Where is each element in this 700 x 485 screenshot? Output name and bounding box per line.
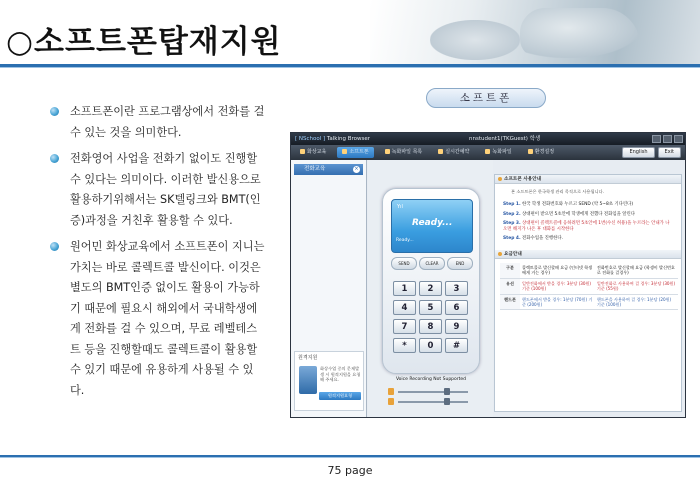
app-title: Talking Browser <box>326 136 370 142</box>
bullet-text: 전화영어 사업을 전화기 없이도 진행할 수 있다는 의미이다. 이러한 발신용으로 활용하기위해서는 SK텔링크와 BMT(인증)과정을 거친후 활용할 수 있다. <box>70 152 261 227</box>
header-photo-shape <box>430 20 520 60</box>
tool-video-class[interactable] <box>295 147 331 158</box>
slider-knob[interactable] <box>444 398 450 405</box>
softphone-device <box>382 188 480 374</box>
app-user: nnstudent1(TKGuest) 학생 <box>469 136 541 142</box>
keypad <box>393 281 471 353</box>
tool-label: 환경설정 <box>534 149 555 155</box>
phone-screen <box>391 199 473 253</box>
step-number: Step 4. <box>503 236 521 242</box>
step-text: 상대편이 콜렉트콜에 응하려면 5초안에 1번(수신 허용)을 누르라는 안내가 나오면 해지가 나온 후 대화를 시작한다 <box>503 221 670 232</box>
window-controls <box>652 135 683 143</box>
page-title: ○소프트폰탑재지원 <box>6 24 282 60</box>
table-row <box>500 278 678 294</box>
left-panel <box>291 160 367 417</box>
fee-header: 요금안내 <box>495 250 681 259</box>
step-number: Step 1. <box>503 202 521 207</box>
microphone-icon <box>388 398 394 405</box>
table-cell: 핸드폰을 사용하여 걸 경우: 1분당 (20원) 기준 (100원) <box>595 294 678 310</box>
file-icon <box>485 149 490 154</box>
calendar-icon <box>438 149 443 154</box>
left-panel-title: 전화교육 <box>304 166 326 172</box>
key-6[interactable]: 6 <box>445 300 468 315</box>
step-number: Step 3. <box>503 221 521 227</box>
key-hash[interactable]: # <box>445 338 468 353</box>
bullet-item <box>50 237 265 401</box>
key-5[interactable]: 5 <box>419 300 442 315</box>
bullet-dot-icon <box>50 107 59 116</box>
header-photo <box>370 0 700 66</box>
usage-step <box>495 200 681 210</box>
phone-icon <box>342 149 347 154</box>
header-divider <box>0 67 700 68</box>
key-8[interactable]: 8 <box>419 319 442 334</box>
phone-icon <box>299 366 317 394</box>
key-1[interactable]: 1 <box>393 281 416 296</box>
header <box>0 0 700 66</box>
table-cell: 전화번호로 발신할때 요금 (학생이 발신번호로 전화를 걸경우) <box>595 263 678 278</box>
tool-label: 녹화파일 목록 <box>391 149 423 155</box>
tool-softphone[interactable] <box>337 147 373 158</box>
close-icon[interactable] <box>674 135 683 143</box>
table-cell: 구분 <box>500 263 520 278</box>
bullet-dot-icon <box>50 242 59 251</box>
tool-label: 소프트폰 <box>349 149 369 155</box>
bullet-item <box>50 102 265 143</box>
step-text: 상대편이 받으면 5초안에 학생에게 전했다 전화임을 알린다 <box>522 211 636 217</box>
key-9[interactable]: 9 <box>445 319 468 334</box>
usage-intro: 본 소프트폰은 한국학생 관리 목적으로 사용됩니다. <box>511 189 604 194</box>
screenshot-label: 소프트폰 <box>426 88 546 108</box>
phone-area <box>368 160 493 417</box>
signal-icon: Yıl <box>397 204 403 210</box>
remote-support-button[interactable]: 원격지원요청 <box>319 392 361 400</box>
bullet-item <box>50 149 265 231</box>
slider-knob[interactable] <box>444 388 450 395</box>
app-toolbar <box>291 145 685 160</box>
bullet-text: 소프트폰이란 프로그램상에서 전화를 걸 수 있는 것을 의미한다. <box>70 105 265 139</box>
page-number: 75 page <box>327 464 373 477</box>
table-cell: 일반전화에서 받을 경우: 3분당 (30원) 기준 (100원) <box>520 278 595 294</box>
usage-header: 소프트폰 사용안내 <box>495 175 681 184</box>
header-photo-shape <box>520 8 640 58</box>
gear-icon <box>528 149 533 154</box>
table-cell: 핸드폰 <box>500 294 520 310</box>
fee-table <box>500 263 678 310</box>
table-cell: 콜렉트콜로 발신할때 요금 (인터넷 학생에게 거는 경우) <box>520 263 595 278</box>
tool-recordings[interactable] <box>380 147 428 158</box>
slider-track <box>398 401 468 403</box>
remote-support-title: 원격지원 <box>298 355 318 361</box>
step-number: Step 2. <box>503 211 521 217</box>
key-3[interactable]: 3 <box>445 281 468 296</box>
tool-label: 실시간예약 <box>445 149 470 155</box>
speaker-volume-slider[interactable] <box>388 390 473 394</box>
bullet-text: 원어민 화상교육에서 소프트폰이 지니는 가치는 바로 콜렉트콜 발신이다. 이것은 별도의 BMT인증 없이도 활용이 가능하기 때문에 필요시 해외에서 국내학생에게 전화를 걸 수 있으며, 무료 레벨테스트 등을 진행할때도 콜렉트콜이 활용할 수 있기 때문에 유용하게 사용될 수 있다. <box>70 240 265 397</box>
table-row <box>500 294 678 310</box>
english-button[interactable]: English <box>622 147 654 158</box>
usage-step <box>495 219 681 234</box>
step-text: 한국 학생 전화번호와 누르고 SEND (약 5~8초 기다린다) <box>522 202 634 207</box>
send-button[interactable]: SEND <box>391 257 417 270</box>
tool-label: 화상교육 <box>307 149 327 155</box>
table-cell: 일반전화로 사용하여 걸 경우: 3분당 (30원) 기준 (55원) <box>595 278 678 294</box>
slider-track <box>398 391 468 393</box>
clear-button[interactable]: CLEAR <box>419 257 445 270</box>
app-titlebar <box>291 133 685 145</box>
minimize-icon[interactable] <box>652 135 661 143</box>
close-icon[interactable]: × <box>354 166 359 172</box>
footer-divider <box>0 457 700 458</box>
key-4[interactable]: 4 <box>393 300 416 315</box>
app-brand: [ NSchool ] <box>295 136 326 142</box>
usage-step <box>495 234 681 244</box>
bullet-dot-icon <box>50 154 59 163</box>
app-body <box>291 160 685 417</box>
tool-label: 녹화파일 <box>492 149 512 155</box>
usage-step <box>495 210 681 220</box>
key-star[interactable]: * <box>393 338 416 353</box>
folder-icon <box>385 149 390 154</box>
tool-recording-files[interactable] <box>480 147 516 158</box>
call-buttons <box>391 257 473 271</box>
phone-status: Ready... <box>412 218 453 228</box>
end-button[interactable]: END <box>447 257 473 270</box>
maximize-icon[interactable] <box>663 135 672 143</box>
softphone-app-screenshot <box>290 132 686 418</box>
remote-support-box <box>294 351 364 411</box>
exit-button[interactable]: Exit <box>658 147 681 158</box>
video-icon <box>300 149 305 154</box>
voice-recording-status: Voice Recording Not Supported <box>395 377 467 382</box>
table-row <box>500 263 678 278</box>
mic-volume-slider[interactable] <box>388 400 473 404</box>
table-cell: 유선 <box>500 278 520 294</box>
toolbar-right <box>622 147 681 158</box>
phone-status-sub: Ready... <box>396 238 414 243</box>
remote-support-text: 화상수업 중의 문제발생 시 원격지원을 요청해 주세요. <box>320 366 361 382</box>
tool-reservation[interactable] <box>433 147 474 158</box>
step-text: 전화수업을 진행한다. <box>522 236 564 242</box>
speaker-icon <box>388 388 394 395</box>
tool-settings[interactable] <box>523 147 559 158</box>
left-panel-header <box>294 164 363 175</box>
key-2[interactable]: 2 <box>419 281 442 296</box>
bullet-list <box>50 102 265 407</box>
key-0[interactable]: 0 <box>419 338 442 353</box>
table-cell: 핸드폰에서 받을 경우: 1분당 (70원) 기준 (200원) <box>520 294 595 310</box>
key-7[interactable]: 7 <box>393 319 416 334</box>
info-panel <box>494 174 682 412</box>
